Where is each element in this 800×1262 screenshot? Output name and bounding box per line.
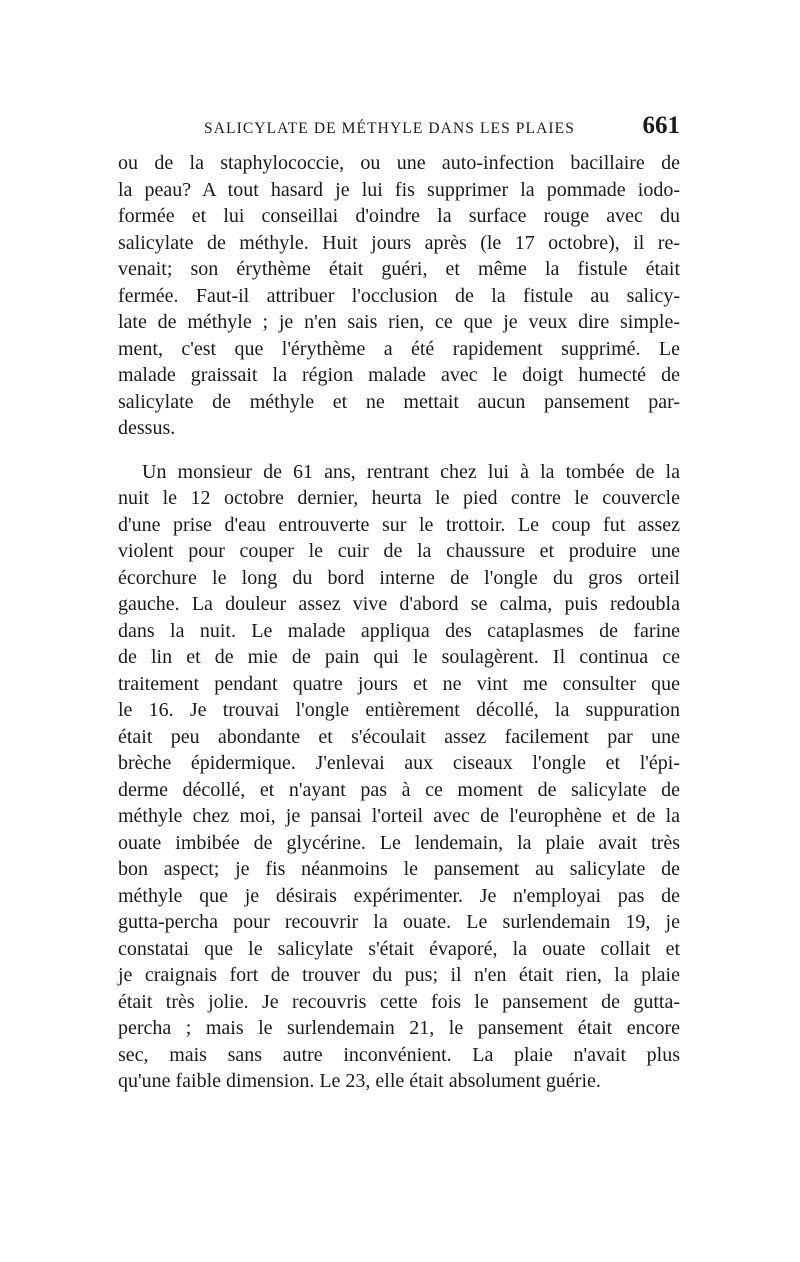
text-line: sec, mais sans autre inconvénient. La plaie n'avait plus	[118, 1043, 680, 1066]
text-line: venait; son érythème était guéri, et même la fistule était	[118, 258, 680, 280]
text-line: late de méthyle ; je n'en sais rien, ce que je veux dire simple-	[118, 311, 680, 333]
text-line: de lin et de mie de pain qui le soulagèrent. Il continua ce	[118, 646, 680, 668]
text-line: méthyle chez moi, je pansai l'orteil avec de l'europhène et de la	[118, 805, 680, 827]
text-line: était très jolie. Je recouvris cette fois le pansement de gutta-	[118, 990, 680, 1013]
text-line: la peau? A tout hasard je lui fis supprimer la pommade iodo-	[118, 178, 680, 201]
text-line: le 16. Je trouvai l'ongle entièrement décollé, la suppuration	[118, 699, 680, 721]
text-line: était peu abondante et s'écoulait assez facilement par une	[118, 725, 680, 748]
text-line: brèche épidermique. J'enlevai aux ciseaux l'ongle et l'épi-	[118, 752, 680, 774]
text-line: dessus.	[118, 417, 176, 439]
text-line: dans la nuit. Le malade appliqua des cataplasmes de farine	[118, 619, 680, 642]
text-line: malade graissait la région malade avec le doigt humecté de	[118, 364, 680, 386]
text-line: méthyle que je désirais expérimenter. Je n'employai pas de	[118, 884, 680, 907]
text-line: salicylate de méthyle. Huit jours après (le 17 octobre), il re-	[118, 231, 680, 254]
text-line: violent pour couper le cuir de la chaussure et produire une	[118, 540, 680, 562]
text-line: salicylate de méthyle et ne mettait aucun pansement par-	[118, 390, 680, 413]
text-line: d'une prise d'eau entrouverte sur le trottoir. Le coup fut assez	[118, 513, 680, 536]
text-line: fermée. Faut-il attribuer l'occlusion de la fistule au salicy-	[118, 284, 680, 307]
text-line: constatai que le salicylate s'était évaporé, la ouate collait et	[118, 937, 680, 960]
paragraph	[118, 459, 680, 1095]
text-line: bon aspect; je fis néanmoins le pansement au salicylate de	[118, 858, 680, 880]
paragraph-gap	[118, 442, 680, 459]
paragraph	[118, 150, 680, 442]
text-line: qu'une faible dimension. Le 23, elle était absolument guérie.	[118, 1070, 601, 1092]
text-line: ouate imbibée de glycérine. Le lendemain, la plaie avait très	[118, 831, 680, 854]
running-title: SALICYLATE DE MÉTHYLE DANS LES PLAIES	[204, 120, 575, 137]
text-line: ou de la staphylococcie, ou une auto-infection bacillaire de	[118, 152, 680, 174]
text-line: ment, c'est que l'érythème a été rapidement supprimé. Le	[118, 337, 680, 360]
text-line: traitement pendant quatre jours et ne vint me consulter que	[118, 672, 680, 695]
text-line: je craignais fort de trouver du pus; il n'en était rien, la plaie	[118, 964, 680, 986]
running-head	[118, 112, 682, 148]
body-text	[118, 150, 680, 1095]
paragraph-container	[118, 150, 680, 1095]
text-line: gutta-percha pour recouvrir la ouate. Le surlendemain 19, je	[118, 911, 680, 933]
text-line: derme décollé, et n'ayant pas à ce moment de salicylate de	[118, 778, 680, 801]
text-line: nuit le 12 octobre dernier, heurta le pied contre le couvercle	[118, 487, 680, 509]
page-number: 661	[642, 112, 680, 139]
text-line: formée et lui conseillai d'oindre la surface rouge avec du	[118, 205, 680, 227]
text-line: percha ; mais le surlendemain 21, le pansement était encore	[118, 1017, 680, 1039]
text-line: gauche. La douleur assez vive d'abord se calma, puis redoubla	[118, 593, 680, 615]
text-line: Un monsieur de 61 ans, rentrant chez lui à la tombée de la	[142, 460, 680, 483]
text-line: écorchure le long du bord interne de l'ongle du gros orteil	[118, 566, 680, 589]
